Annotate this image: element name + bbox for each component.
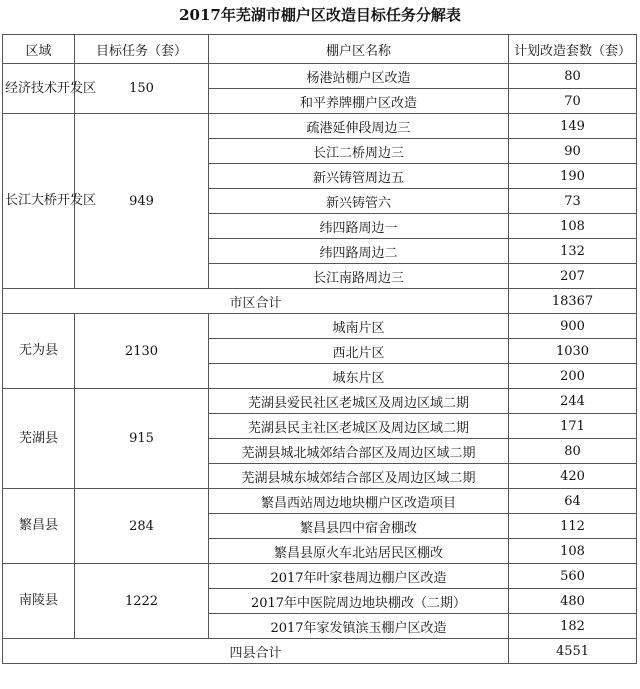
planned-count-cell: 207: [509, 264, 637, 289]
planned-count-cell: 182: [509, 614, 637, 639]
planned-count-cell: 420: [509, 464, 637, 489]
table-row: [3, 489, 637, 514]
planned-count-cell: 90: [509, 139, 637, 164]
project-name-cell: 芜湖县民主社区老城区及周边区域二期: [209, 414, 509, 439]
header-target: 目标任务（套）: [75, 35, 209, 64]
district-cell: 无为县: [3, 314, 75, 389]
planned-count-cell: 480: [509, 589, 637, 614]
project-name-cell: 长江二桥周边三: [209, 139, 509, 164]
project-name-cell: 芜湖县城北城郊结合部区及周边区域二期: [209, 439, 509, 464]
project-name-cell: 疏港延伸段周边三: [209, 114, 509, 139]
planned-count-cell: 70: [509, 89, 637, 114]
page-title: 2017年芜湖市棚户区改造目标任务分解表: [179, 6, 461, 24]
project-name-cell: 繁昌西站周边地块棚户区改造项目: [209, 489, 509, 514]
district-cell: 繁昌县: [3, 489, 75, 564]
district-cell: 长江大桥开发区: [3, 114, 75, 289]
planned-count-cell: 1030: [509, 339, 637, 364]
project-name-cell: 新兴铸管六: [209, 189, 509, 214]
subtotal-row: [3, 289, 637, 314]
planned-count-cell: 132: [509, 239, 637, 264]
planned-count-cell: 900: [509, 314, 637, 339]
planned-count-cell: 80: [509, 64, 637, 89]
target-cell: 150: [75, 64, 209, 114]
header-project-name: 棚户区名称: [209, 35, 509, 64]
target-cell: 1222: [75, 564, 209, 639]
header-planned-count: 计划改造套数（套）: [509, 35, 637, 64]
table-row: [3, 564, 637, 589]
planned-count-cell: 171: [509, 414, 637, 439]
planned-count-cell: 560: [509, 564, 637, 589]
planned-count-cell: 149: [509, 114, 637, 139]
project-name-cell: 芜湖县城东城郊结合部区及周边区域二期: [209, 464, 509, 489]
target-cell: 949: [75, 114, 209, 289]
planned-count-cell: 112: [509, 514, 637, 539]
planned-count-cell: 200: [509, 364, 637, 389]
planned-count-cell: 80: [509, 439, 637, 464]
subtotal-label: 市区合计: [3, 289, 509, 314]
district-cell: 南陵县: [3, 564, 75, 639]
district-cell: 经济技术开发区: [3, 64, 75, 114]
subtotal-value: 18367: [509, 289, 637, 314]
project-name-cell: 新兴铸管周边五: [209, 164, 509, 189]
planned-count-cell: 73: [509, 189, 637, 214]
planned-count-cell: 190: [509, 164, 637, 189]
header-region: 区域: [3, 35, 75, 64]
subtotal-value: 4551: [509, 639, 637, 664]
project-name-cell: 城东片区: [209, 364, 509, 389]
subtotal-row: [3, 639, 637, 664]
target-cell: 284: [75, 489, 209, 564]
project-name-cell: 芜湖县爱民社区老城区及周边区域二期: [209, 389, 509, 414]
table-body: [3, 64, 637, 664]
project-name-cell: 长江南路周边三: [209, 264, 509, 289]
planned-count-cell: 244: [509, 389, 637, 414]
project-name-cell: 2017年中医院周边地块棚改（二期）: [209, 589, 509, 614]
table-row: [3, 314, 637, 339]
planned-count-cell: 64: [509, 489, 637, 514]
project-name-cell: 杨港站棚户区改造: [209, 64, 509, 89]
project-name-cell: 纬四路周边二: [209, 239, 509, 264]
project-name-cell: 繁昌县四中宿舍棚改: [209, 514, 509, 539]
project-name-cell: 城南片区: [209, 314, 509, 339]
table-row: [3, 114, 637, 139]
subtotal-label: 四县合计: [3, 639, 509, 664]
project-name-cell: 2017年家发镇滨玉棚户区改造: [209, 614, 509, 639]
district-cell: 芜湖县: [3, 389, 75, 489]
planned-count-cell: 108: [509, 539, 637, 564]
task-table: [2, 34, 637, 664]
project-name-cell: 繁昌县原火车北站居民区棚改: [209, 539, 509, 564]
target-cell: 915: [75, 389, 209, 489]
project-name-cell: 2017年叶家巷周边棚户区改造: [209, 564, 509, 589]
table-row: [3, 64, 637, 89]
project-name-cell: 和平养牌棚户区改造: [209, 89, 509, 114]
target-cell: 2130: [75, 314, 209, 389]
header-row: [3, 35, 637, 64]
project-name-cell: 西北片区: [209, 339, 509, 364]
planned-count-cell: 108: [509, 214, 637, 239]
project-name-cell: 纬四路周边一: [209, 214, 509, 239]
table-row: [3, 389, 637, 414]
